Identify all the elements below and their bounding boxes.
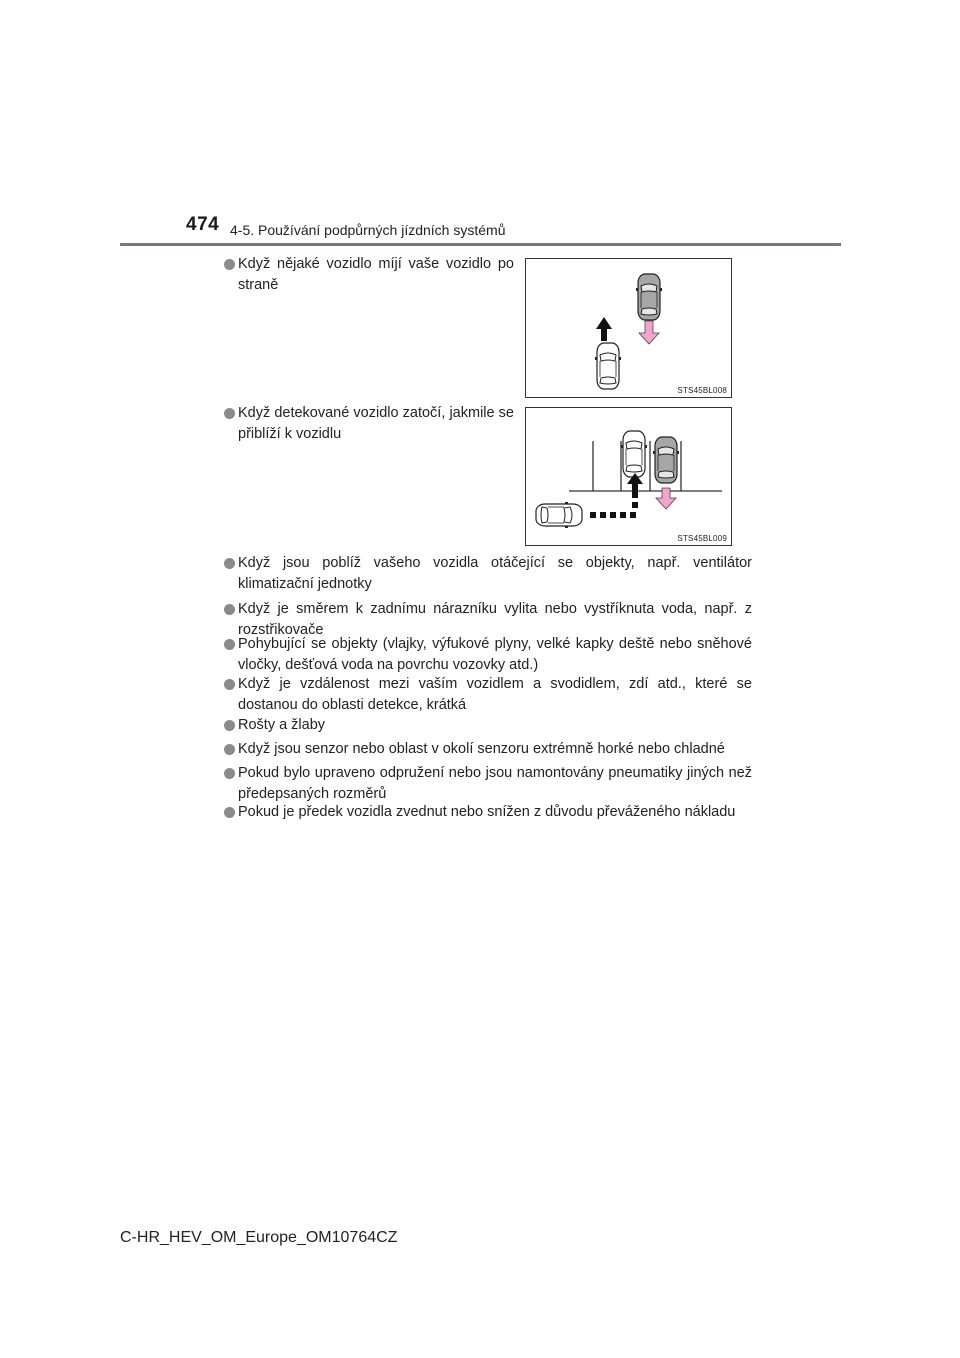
chapter-title: 4-5. Používání podpůrných jízdních systémů xyxy=(230,222,506,238)
bullet-icon xyxy=(224,259,235,270)
document-code: C-HR_HEV_OM_Europe_OM10764CZ xyxy=(120,1229,398,1246)
list-item xyxy=(224,763,752,805)
passing-vehicle-drawing xyxy=(526,259,731,397)
list-item-text: Když je směrem k zadnímu nárazníku vylita nebo vystříknuta voda, např. z rozstřikovače xyxy=(238,601,752,638)
bullet-icon xyxy=(224,679,235,690)
bullet-icon xyxy=(224,768,235,779)
header-rule xyxy=(120,243,841,246)
own-car-icon xyxy=(595,343,621,389)
list-item xyxy=(224,802,752,823)
list-item xyxy=(224,674,752,716)
list-item xyxy=(224,254,514,296)
list-item-text: Pokud je předek vozidla zvednut nebo snížen z důvodu převáženého nákladu xyxy=(238,804,736,820)
list-item xyxy=(224,553,752,595)
list-item xyxy=(224,739,752,760)
arrow-up-icon xyxy=(596,317,612,341)
illustration-passing-vehicle xyxy=(525,258,732,398)
list-item xyxy=(224,634,752,676)
page-number: 474 xyxy=(186,214,220,235)
bullet-icon xyxy=(224,807,235,818)
figure-code: STS45BL008 xyxy=(677,386,727,395)
list-item xyxy=(224,715,752,736)
list-item-text: Když jsou poblíž vašeho vozidla otáčející se objekty, např. ventilátor klimatizační jednotky xyxy=(238,555,752,592)
bullet-icon xyxy=(224,744,235,755)
bullet-icon xyxy=(224,558,235,569)
list-item xyxy=(224,403,514,445)
figure-code: STS45BL009 xyxy=(677,534,727,543)
list-item-text: Když jsou senzor nebo oblast v okolí senzoru extrémně horké nebo chladné xyxy=(238,741,725,757)
own-car-icon xyxy=(536,502,582,528)
turning-vehicle-drawing xyxy=(526,408,731,545)
arrow-down-icon xyxy=(639,321,659,344)
dashed-path-icon xyxy=(590,492,638,518)
parked-car-icon xyxy=(621,431,647,477)
list-item-text: Rošty a žlaby xyxy=(238,717,326,733)
list-item-text: Když detekované vozidlo zatočí, jakmile se přiblíží k vozidlu xyxy=(238,405,514,442)
bullet-icon xyxy=(224,408,235,419)
bullet-icon xyxy=(224,604,235,615)
list-item-text: Když nějaké vozidlo míjí vaše vozidlo po straně xyxy=(238,256,514,293)
list-item-text: Pokud bylo upraveno odpružení nebo jsou namontovány pneumatiky jiných než předepsaných rozměrů xyxy=(238,765,752,802)
reversing-car-icon xyxy=(653,437,679,483)
list-item-text: Když je vzdálenost mezi vaším vozidlem a svodidlem, zdí atd., které se dostanou do oblasti detekce, krátká xyxy=(238,676,752,713)
bullet-icon xyxy=(224,720,235,731)
approaching-car-icon xyxy=(636,274,662,320)
bullet-icon xyxy=(224,639,235,650)
list-item-text: Pohybující se objekty (vlajky, výfukové plyny, velké kapky deště nebo sněhové vločky, dešťová voda na povrchu vozovky atd.) xyxy=(238,636,752,673)
illustration-turning-vehicle xyxy=(525,407,732,546)
